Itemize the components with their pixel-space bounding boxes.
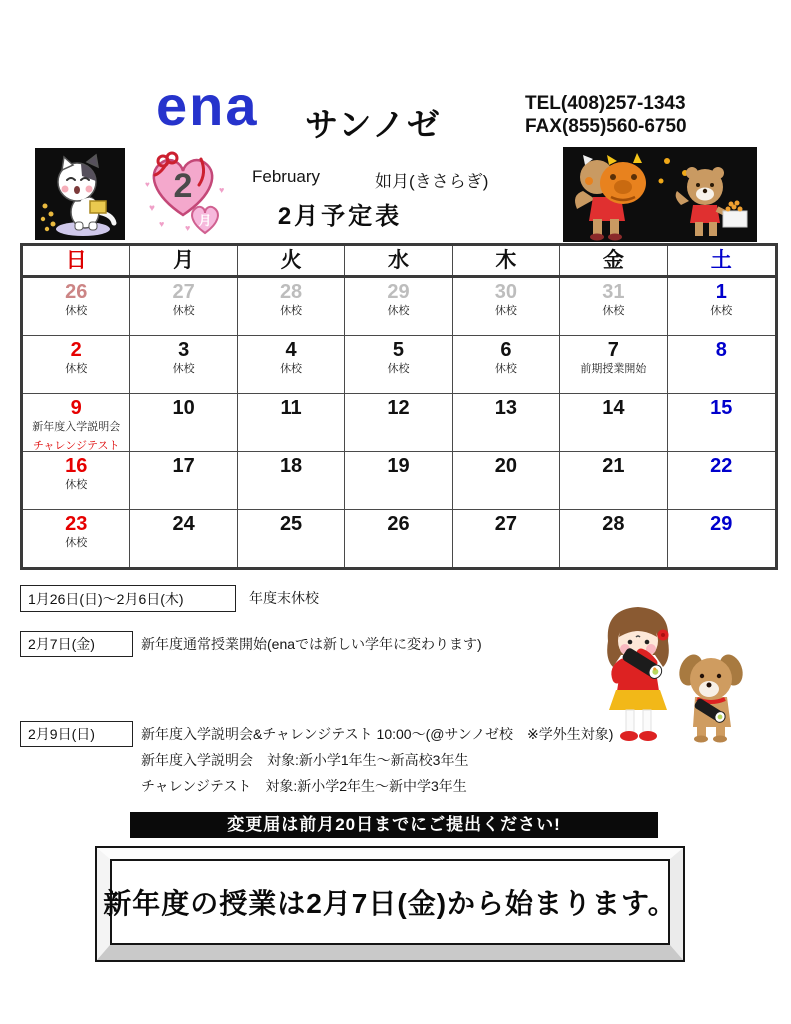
page-title: 2月予定表: [277, 203, 403, 230]
note-text-3-line-3: チャレンジテスト 対象:新小学2年生～新中学3年生: [141, 778, 467, 794]
weekday-header: 金: [560, 246, 667, 275]
day-number: 29: [387, 281, 410, 303]
weekday-header: 土: [710, 249, 732, 272]
svg-text:2: 2: [173, 167, 193, 205]
calendar-day-cell: [668, 278, 775, 336]
day-number: 24: [172, 513, 195, 535]
calendar-table: [20, 243, 778, 570]
weekday-header: 水: [345, 246, 452, 275]
day-number: 6: [500, 339, 512, 361]
calendar-day-cell: [130, 336, 237, 394]
date-range-box-2: 2月7日(金): [20, 631, 133, 657]
month-japanese: 如月(きさらぎ): [375, 172, 489, 191]
day-number: 2: [70, 339, 82, 361]
calendar-day-cell: [560, 452, 667, 510]
svg-text:♥: ♥: [145, 180, 150, 189]
day-number: 30: [494, 281, 518, 303]
day-number: 9: [70, 397, 82, 419]
day-number: 19: [387, 455, 410, 477]
weekday-header: 日: [23, 246, 130, 275]
day-number: 21: [602, 455, 625, 477]
day-number: 3: [178, 339, 190, 361]
day-note: 休校: [280, 305, 303, 317]
calendar-weekday-row: [23, 246, 775, 278]
calendar-day-cell: [130, 394, 237, 452]
note-text-1: 年度末休校: [249, 590, 319, 606]
day-number: 14: [602, 397, 625, 419]
day-note: 休校: [710, 305, 733, 317]
weekday-header: 月: [130, 246, 237, 275]
day-number: 10: [172, 397, 195, 419]
day-number: 1: [715, 281, 727, 303]
calendar-day-cell: [560, 336, 667, 394]
day-number: 20: [494, 455, 518, 477]
day-number: 15: [710, 397, 733, 419]
frame-bevel: [97, 848, 683, 960]
day-number: 17: [172, 455, 195, 477]
day-note: 休校: [494, 305, 517, 317]
calendar-day-cell: [668, 336, 775, 394]
day-note: 休校: [280, 363, 303, 375]
date-range-box-1: 1月26日(日)～2月6日(木): [20, 585, 236, 612]
day-note: 休校: [172, 363, 195, 375]
day-number: 29: [710, 513, 733, 535]
calendar-day-cell: [668, 452, 775, 510]
day-note: 休校: [172, 305, 195, 317]
setsubun-cat-illustration: [35, 148, 125, 240]
calendar-day-cell: [345, 336, 452, 394]
day-note: 休校: [65, 363, 88, 375]
day-number: 12: [387, 397, 410, 419]
day-number: 16: [65, 455, 88, 477]
day-number: 8: [715, 339, 727, 361]
notice-banner: 変更届は前月20日までにご提出ください!: [130, 812, 658, 838]
calendar-day-cell: [238, 278, 345, 336]
calendar-day-cell: [23, 510, 130, 567]
calendar-day-cell: [23, 336, 130, 394]
setsubun-bears-illustration: [563, 147, 757, 242]
school-name: サンノゼ: [305, 106, 442, 143]
calendar-day-cell: [668, 510, 775, 567]
calendar-day-cell: [560, 278, 667, 336]
calendar-day-cell: [238, 336, 345, 394]
calendar-day-cell: [560, 510, 667, 567]
calendar-day-cell: [345, 394, 452, 452]
day-number: 27: [494, 513, 518, 535]
date-range-box-3: 2月9日(日): [20, 721, 133, 747]
day-number: 22: [710, 455, 733, 477]
day-number: 4: [285, 339, 297, 361]
day-note: 休校: [65, 537, 88, 549]
svg-text:月: 月: [198, 213, 212, 228]
month-english: February: [252, 167, 321, 186]
calendar-day-cell: [453, 452, 560, 510]
contact-info: [525, 92, 687, 138]
girl-and-dog-ehomaki-illustration: [583, 597, 748, 749]
calendar-day-cell: [130, 452, 237, 510]
svg-text:♥: ♥: [149, 203, 155, 214]
day-number: 26: [65, 281, 88, 303]
calendar-body: [23, 278, 775, 567]
highlight-frame: [95, 846, 685, 962]
day-number: 13: [494, 397, 518, 419]
svg-text:♥: ♥: [159, 219, 165, 229]
month-heading: [252, 167, 488, 192]
note-text-3-line-2: 新年度入学説明会 対象:新小学1年生～新高校3年生: [141, 752, 469, 768]
day-note: 休校: [65, 479, 88, 491]
calendar-day-cell: [238, 510, 345, 567]
day-note: 休校: [65, 305, 88, 317]
day-number: 7: [607, 339, 619, 361]
day-number: 11: [280, 397, 302, 419]
calendar-day-cell: [238, 452, 345, 510]
day-number: 26: [387, 513, 410, 535]
day-note: 休校: [494, 363, 517, 375]
day-note: 休校: [387, 363, 410, 375]
day-number: 28: [279, 281, 303, 303]
calendar-day-cell: [23, 278, 130, 336]
weekday-header: 火: [238, 246, 345, 275]
day-number: 28: [602, 513, 625, 535]
calendar-day-cell: [453, 394, 560, 452]
day-number: 31: [602, 281, 625, 303]
day-note: 休校: [387, 305, 410, 317]
day-number: 25: [279, 513, 303, 535]
calendar-day-cell: [345, 452, 452, 510]
february-heart-badge: [139, 149, 229, 237]
calendar-day-cell: [23, 394, 130, 452]
ena-logo: ena: [156, 74, 259, 137]
note-text-2: 新年度通常授業開始(enaでは新しい学年に変わります): [141, 636, 482, 652]
day-number: 23: [65, 513, 88, 535]
note-text-3-line-1: 新年度入学説明会&チャレンジテスト 10:00～(@サンノゼ校 ※学外生対象): [141, 726, 614, 742]
calendar-day-cell: [453, 336, 560, 394]
weekday-header: 木: [453, 246, 560, 275]
calendar-day-cell: [668, 394, 775, 452]
calendar-day-cell: [23, 452, 130, 510]
calendar-day-cell: [345, 278, 452, 336]
tel-number: TEL(408)257-1343: [525, 93, 686, 114]
day-note: 前期授業開始: [580, 363, 647, 375]
calendar-day-cell: [560, 394, 667, 452]
calendar-day-cell: [345, 510, 452, 567]
calendar-day-cell: [453, 510, 560, 567]
day-note: 新年度入学説明会: [32, 421, 121, 433]
day-number: 27: [172, 281, 195, 303]
calendar-day-cell: [130, 510, 237, 567]
calendar-day-cell: [130, 278, 237, 336]
svg-text:♥: ♥: [185, 223, 191, 233]
day-note: チャレンジテスト: [32, 440, 120, 452]
calendar-day-cell: [238, 394, 345, 452]
fax-number: FAX(855)560-6750: [525, 116, 687, 138]
calendar-day-cell: [453, 278, 560, 336]
highlight-message: 新年度の授業は2月7日(金)から始まります。: [110, 859, 670, 945]
day-number: 5: [392, 339, 405, 361]
day-note: 休校: [602, 305, 625, 317]
day-number: 18: [279, 455, 303, 477]
svg-text:♥: ♥: [219, 185, 225, 195]
